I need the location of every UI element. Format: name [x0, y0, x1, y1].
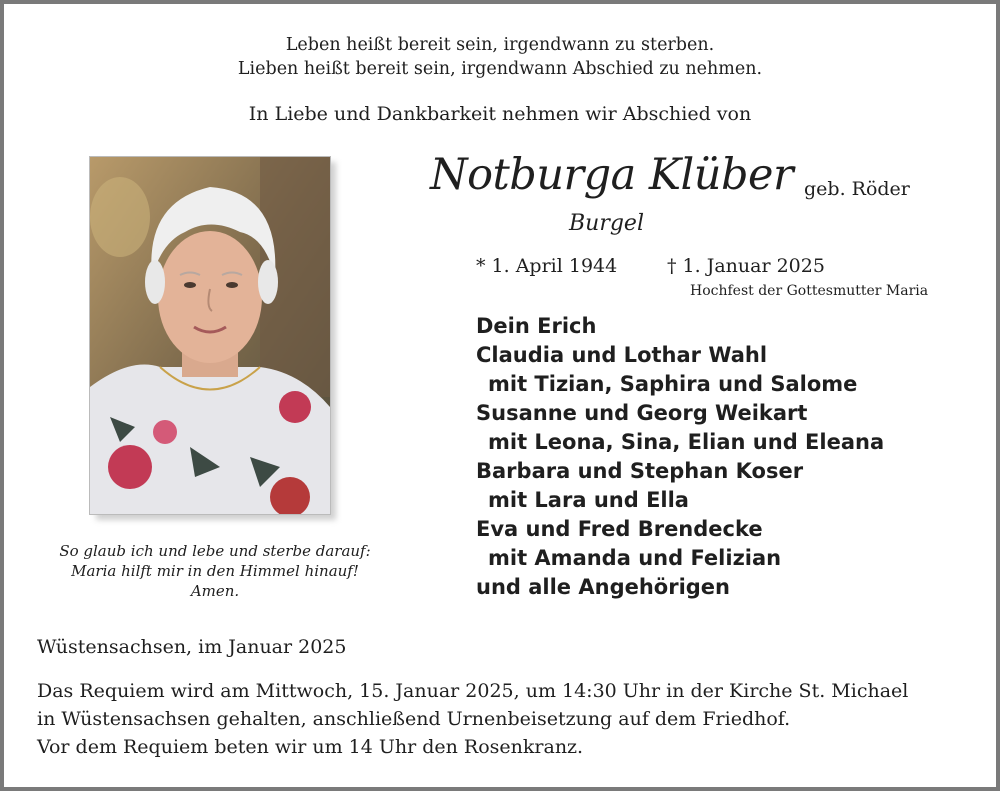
motto-line-2: Lieben heißt bereit sein, irgendwann Abschied zu nehmen. — [237, 59, 763, 79]
quote-line-1: So glaub ich und lebe und sterbe darauf: — [59, 542, 371, 560]
birth-date: * 1. April 1944 — [476, 255, 618, 277]
family-line: Claudia und Lothar Wahl — [476, 343, 768, 367]
nickname: Burgel — [569, 211, 644, 236]
family-line: und alle Angehörigen — [476, 575, 730, 599]
family-line: Susanne und Georg Weikart — [476, 401, 808, 425]
family-line: Barbara und Stephan Koser — [476, 459, 804, 483]
family-list — [476, 312, 884, 602]
death-date: † 1. Januar 2025 — [667, 255, 825, 277]
motto — [0, 33, 1000, 81]
service-line-1: Das Requiem wird am Mittwoch, 15. Januar 2025, um 14:30 Uhr in der Kirche St. Michael — [37, 680, 909, 702]
family-line-children: mit Amanda und Felizian — [488, 546, 782, 570]
service-line-2: in Wüstensachsen gehalten, anschließend Urnenbeisetzung auf dem Friedhof. — [37, 708, 791, 730]
quote-line-2: Maria hilft mir in den Himmel hinauf! — [71, 562, 359, 580]
quote-line-3: Amen. — [190, 582, 240, 600]
service-line-3: Vor dem Requiem beten wir um 14 Uhr den Rosenkranz. — [37, 736, 584, 758]
intro-text: In Liebe und Dankbarkeit nehmen wir Abschied von — [248, 103, 752, 125]
feast-day: Hochfest der Gottesmutter Maria — [690, 283, 929, 299]
motto-line-1: Leben heißt bereit sein, irgendwann zu sterben. — [285, 35, 715, 55]
quote — [30, 541, 400, 601]
deceased-name: Notburga Klüber — [430, 150, 793, 200]
place-date: Wüstensachsen, im Januar 2025 — [37, 636, 347, 658]
family-line: Dein Erich — [476, 314, 597, 338]
service-info — [37, 677, 908, 761]
family-line-children: mit Leona, Sina, Elian und Eleana — [488, 430, 885, 454]
family-line: Eva und Fred Brendecke — [476, 517, 763, 541]
portrait-photo — [89, 156, 331, 515]
birth-name: geb. Röder — [804, 178, 910, 200]
family-line-children: mit Lara und Ella — [488, 488, 689, 512]
family-line-children: mit Tizian, Saphira und Salome — [488, 372, 858, 396]
